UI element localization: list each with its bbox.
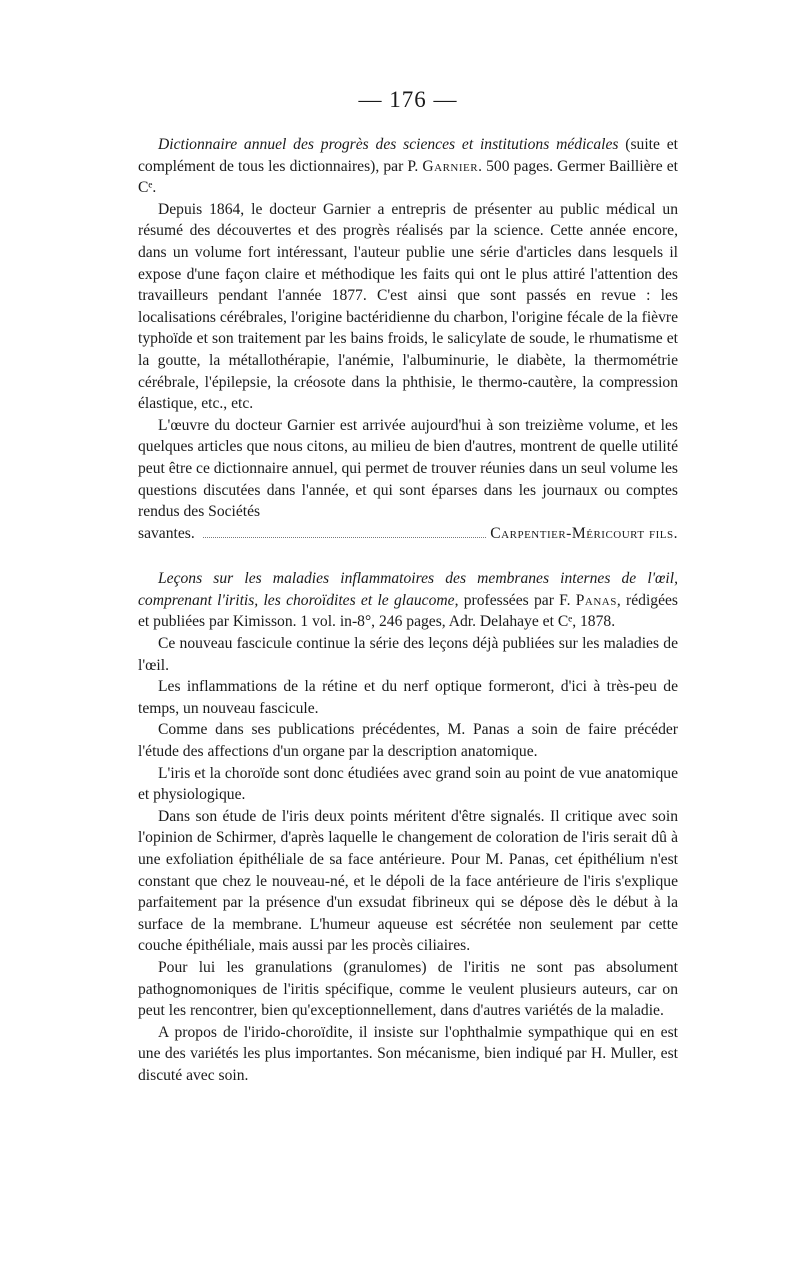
closing-words: savantes. — [138, 524, 195, 542]
book-details: (suite et complément de tous les dictionnaires), par P. — [138, 136, 678, 175]
review-paragraph: Ce nouveau fascicule continue la série des leçons déjà publiées sur les maladies de l'œil. — [138, 635, 678, 674]
book-title: Dictionnaire annuel des progrès des sciences et institutions médicales — [158, 136, 619, 153]
book-author: Garnier — [422, 157, 479, 175]
review-heading — [138, 134, 678, 199]
review-paragraph: A propos de l'irido-choroïdite, il insiste sur l'ophthalmie sympathique qui en est une des variétés les plus importantes. Son mécanisme, bien indiqué par H. Muller, est discuté avec soin. — [138, 1023, 678, 1084]
book-author: Panas — [575, 591, 617, 609]
review-panas-lecons — [138, 568, 678, 1086]
review-paragraph: L'œuvre du docteur Garnier est arrivée aujourd'hui à son treizième volume, et les quelques articles que nous citons, au milieu de bien d'autres, montrent de quelle utilité peut être ce dictionnaire annuel, qui permet de trouver réunies dans un seul volume les questions discutées dans l'année, et qui sont éparses dans les journaux ou comptes rendus des Sociétés — [138, 416, 678, 521]
review-heading — [138, 568, 678, 633]
page-number: — 176 — — [358, 87, 458, 112]
book-title: Leçons sur les maladies inflammatoires des membranes internes de l'œil, comprenant l'iritis, les choroïdites et le glaucome — [138, 570, 678, 609]
reviewer-signature: Carpentier-Méricourt fils. — [490, 524, 678, 542]
review-paragraph: Les inflammations de la rétine et du nerf optique formeront, d'ici à très-peu de temps, un nouveau fascicule. — [138, 678, 678, 717]
review-paragraph: Pour lui les granulations (granulomes) de l'iritis ne sont pas absolument pathognomoniques de l'iritis spécifique, comme le veulent plusieurs auteurs, car on peut les rencontrer, bien qu'exceptionnellement, dans d'autres variétés de la maladie. — [138, 958, 678, 1020]
book-details: , professées par F. — [454, 591, 576, 609]
review-paragraph: Depuis 1864, le docteur Garnier a entrepris de présenter au public médical un résumé des découvertes et des progrès réalisés par la science. Cette année encore, dans un volume fort intéressant, l'auteur publie une série d'articles dans lesquels il expose d'une façon claire et méthodique les faits qui ont le plus attiré l'attention des travailleurs pendant l'année 1877. C'est ainsi que sont passés en revue : les localisations cérébrales, l'origine bactéridienne du charbon, l'origine fécale de la fièvre typhoïde et son traitement par les bains froids, le salicylate de soude, le rhumatisme et la goutte, la métallothérapie, l'anémie, l'albuminurie, le diabète, la thermométrie cérébrale, l'épilepsie, la créosote dans la phthisie, le thermo-cautère, la compression élastique, etc., etc. — [138, 200, 678, 413]
dotted-leader — [203, 537, 487, 538]
section-gap — [138, 544, 678, 568]
book-publisher: . 500 pages. Germer Baillière et Cᵉ. — [138, 157, 678, 197]
book-publisher: , rédigées et publiées par Kimisson. 1 vol. in-8°, 246 pages, Adr. Delahaye et Cᵉ, 1878. — [138, 591, 678, 631]
review-paragraph: L'iris et la choroïde sont donc étudiées avec grand soin au point de vue anatomique et physiologique. — [138, 764, 678, 804]
review-paragraph: Comme dans ses publications précédentes, M. Panas a soin de faire précéder l'étude des affections d'un organe par la description anatomique. — [138, 721, 678, 761]
review-paragraph: Dans son étude de l'iris deux points méritent d'être signalés. Il critique avec soin l'opinion de Schirmer, d'après laquelle le changement de coloration de l'iris serait dû à une exfoliation épithéliale de sa face antérieure. Pour M. Panas, cet épithélium n'est constant que chez le nouveau-né, et le dépoli de la face antérieure de l'iris s'explique parfaitement par la présence d'un exsudat fibrineux qui se dépose dès le début à la surface de la membrane. L'humeur aqueuse est sécrétée non seulement par cette couche épithéliale, mais aussi par les procès ciliaires. — [138, 807, 678, 955]
review-garnier-dictionnaire — [138, 134, 678, 544]
document-page — [138, 88, 678, 1087]
signature-line — [138, 523, 678, 545]
